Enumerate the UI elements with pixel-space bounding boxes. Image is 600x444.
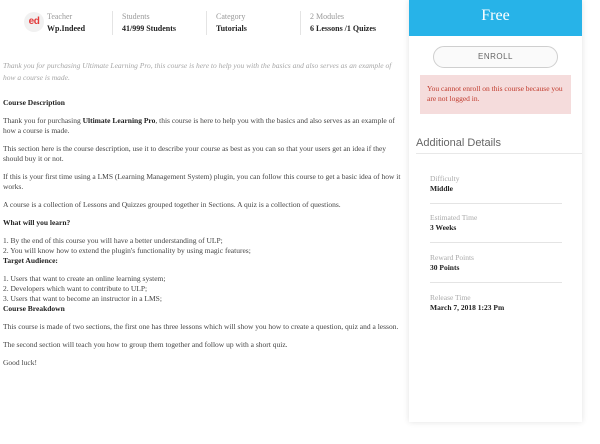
- detail-divider: [430, 203, 562, 204]
- teacher-avatar[interactable]: ed: [24, 12, 44, 32]
- description-heading: Course Description: [3, 98, 65, 107]
- detail-difficulty: [430, 174, 562, 204]
- detail-value: March 7, 2018 1:23 Pm: [430, 303, 505, 312]
- meta-category: [216, 12, 247, 34]
- detail-label: Difficulty: [430, 174, 460, 183]
- enroll-button[interactable]: ENROLL: [433, 46, 558, 68]
- audience-item: 2. Developers which want to contribute to ULP;: [3, 284, 148, 293]
- audience-heading: Target Audience:: [3, 256, 58, 265]
- meta-modules: [310, 12, 376, 34]
- detail-divider: [430, 242, 562, 243]
- breakdown-paragraph: This course is made of two sections, the first one has three lessons which will show you how to create a question, quiz and a lesson.: [3, 322, 399, 331]
- detail-label: Reward Points: [430, 253, 474, 262]
- meta-students-value: 41/999 Students: [122, 24, 177, 33]
- meta-students: [122, 12, 176, 34]
- meta-students-label: Students: [122, 12, 150, 21]
- detail-label: Estimated Time: [430, 213, 478, 222]
- login-required-alert: You cannot enroll on this course because you are not logged in.: [420, 75, 571, 114]
- description-paragraph: If this is your first time using a LMS (Learning Management System) plugin, you can follow this course to get a basic idea of how it works.: [3, 172, 401, 191]
- meta-modules-value: 6 Lessons /1 Quizes: [310, 24, 377, 33]
- breakdown-heading: Course Breakdown: [3, 304, 65, 313]
- meta-divider: [300, 11, 301, 35]
- audience-item: 3. Users that want to become an instructor in a LMS;: [3, 294, 162, 303]
- learn-item: 2. You will know how to extend the plugin's functionality by using magic features;: [3, 246, 251, 255]
- course-sidebar: [409, 0, 582, 422]
- course-meta-bar: [0, 0, 408, 48]
- meta-category-value[interactable]: Tutorials: [216, 24, 247, 33]
- meta-modules-label: 2 Modules: [310, 12, 344, 21]
- detail-label: Release Time: [430, 293, 471, 302]
- details-divider: [416, 153, 582, 154]
- description-paragraph: This section here is the course description, use it to describe your course as best as you can so that your users get an idea if they should buy it or not.: [3, 144, 387, 163]
- meta-teacher-value[interactable]: Wp.Indeed: [47, 24, 86, 33]
- description-paragraph: A course is a collection of Lessons and Quizzes grouped together in Sections. A quiz is a collection of questions.: [3, 200, 341, 209]
- breakdown-paragraph: The second section will teach you how to group them together and follow up with a short quiz.: [3, 340, 288, 349]
- description-paragraph: Thank you for purchasing Ultimate Learning Pro, this course is here to help you with the basics and also serves as an example of how a course is made.: [3, 116, 395, 135]
- detail-reward-points: [430, 253, 562, 283]
- learn-item: 1. By the end of this course you will have a better understanding of ULP;: [3, 236, 223, 245]
- audience-item: 1. Users that want to create an online learning system;: [3, 274, 166, 283]
- meta-teacher-label: Teacher: [47, 12, 73, 21]
- course-intro: Thank you for purchasing Ultimate Learning Pro, this course is here to help you with the basics and also serves as an example of how a course is made.: [3, 61, 392, 82]
- meta-divider: [206, 11, 207, 35]
- closing-text: Good luck!: [3, 358, 37, 367]
- detail-release-time: [430, 293, 562, 313]
- detail-value: Middle: [430, 184, 453, 193]
- meta-divider: [112, 11, 113, 35]
- additional-details-title: Additional Details: [416, 137, 501, 149]
- meta-teacher: [47, 12, 85, 34]
- detail-value: 30 Points: [430, 263, 460, 272]
- learn-heading: What will you learn?: [3, 218, 71, 227]
- detail-value: 3 Weeks: [430, 223, 457, 232]
- detail-estimated-time: [430, 213, 562, 243]
- price-banner: Free: [409, 0, 582, 36]
- course-description: [3, 98, 407, 368]
- detail-divider: [430, 282, 562, 283]
- meta-category-label: Category: [216, 12, 246, 21]
